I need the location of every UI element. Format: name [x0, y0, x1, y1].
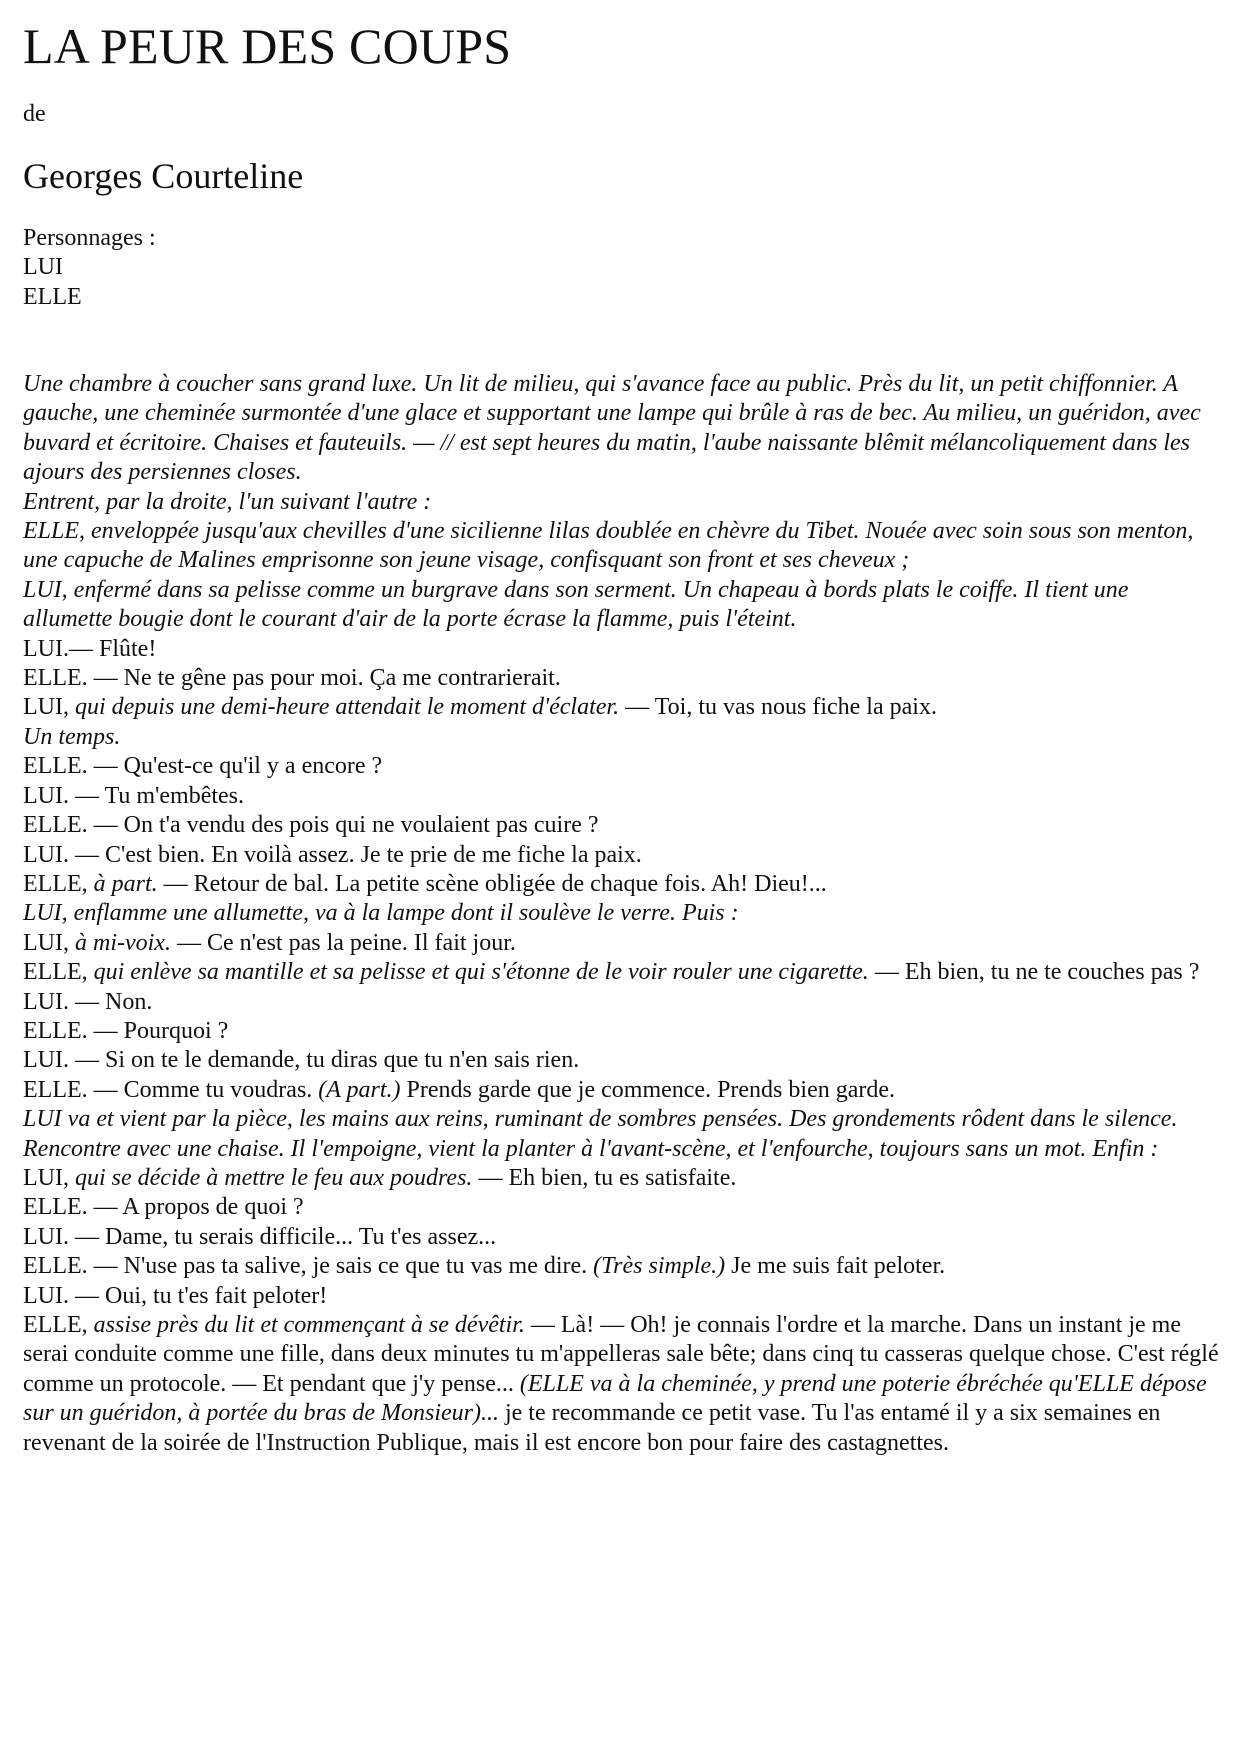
dash-separator: — — [868, 959, 905, 986]
dash-separator: — — [68, 1223, 105, 1250]
speaker-name: ELLE. — [23, 1194, 88, 1221]
stage-direction-inline: assise près du lit et commençant à se dévêtir. — [93, 1312, 525, 1338]
dialogue-text: C'est bien. En voilà assez. Je te prie de me fiche la paix. — [104, 841, 642, 868]
dialogue-line — [23, 988, 1223, 1017]
dialogue-text: Prends garde que je commence. Prends bien garde. — [406, 1076, 896, 1103]
dash-separator: — — [87, 1017, 124, 1044]
dash-separator: — — [87, 1253, 124, 1280]
dialogue-line — [23, 958, 1223, 987]
stage-direction-inline: qui depuis une demi-heure attendait le moment d'éclater. — [74, 694, 620, 721]
stage-direction: LUI, enfermé dans sa pelisse comme un burgrave dans son serment. Un chapeau à bords plats le coiffe. Il tient une allumette bougie dont le courant d'air de la porte écrase la flamme, puis l'éteint. — [23, 576, 1129, 633]
dialogue-text: A propos de quoi ? — [122, 1194, 304, 1221]
dialogue-text: Comme tu voudras. — [123, 1076, 313, 1103]
dialogue-line — [23, 1076, 1223, 1105]
dialogue-line — [23, 1193, 1223, 1222]
speaker-name: LUI. — [23, 841, 69, 868]
stage-direction: LUI, enflamme une allumette, va à la lampe dont il soulève le verre. Puis : — [23, 900, 739, 927]
dialogue-text: Si on te le demande, tu diras que tu n'en sais rien. — [104, 1047, 580, 1074]
dash-separator: — — [87, 812, 124, 839]
dialogue-text: N'use pas ta salive, je sais ce que tu vas me dire. — [123, 1253, 588, 1280]
dialogue-line — [23, 1311, 1223, 1458]
cast-member: LUI — [23, 254, 63, 281]
speaker-name: ELLE. — [23, 812, 88, 839]
stage-direction: Une chambre à coucher sans grand luxe. Un lit de milieu, qui s'avance face au public. Près du lit, un petit chiffonnier. A gauche, une cheminée surmontée d'une glace et supportant une lampe qui brûle à ras de bec. Au milieu, un guéridon, avec buvard et écritoire. Chaises et fauteuils. — // est sept heures du matin, l'aube naissante blêmit mélancoliquement dans les ajours des persiennes closes. — [23, 371, 1201, 486]
dialogue-text: Pourquoi ? — [123, 1017, 229, 1044]
dialogue-line — [23, 1017, 1223, 1046]
stage-direction: Un temps. — [23, 723, 121, 750]
dialogue-text: Qu'est-ce qu'il y a encore ? — [123, 753, 383, 780]
dash-separator: — — [68, 1047, 105, 1074]
speaker-name: LUI. — [23, 1223, 69, 1250]
dialogue-text: Ce n'est pas la peine. Il fait jour. — [206, 929, 516, 956]
stage-direction-inline: qui enlève sa mantille et sa pelisse et qui s'étonne de le voir rouler une cigarette. — [93, 959, 869, 986]
dash-separator: — — [68, 782, 105, 809]
speaker-name: ELLE. — [23, 1253, 88, 1280]
speaker-name: ELLE. — [23, 1017, 88, 1044]
dash-separator: — — [619, 694, 655, 721]
cast-heading: Personnages : — [23, 225, 156, 251]
dialogue-text: Eh bien, tu es satisfaite. — [508, 1164, 737, 1191]
dash-separator: — — [87, 1194, 123, 1221]
aside-direction: (ELLE va à la cheminée, y prend une poterie ébréchée qu'ELLE dépose sur un guéridon, à portée du bras de Monsieur)... — [23, 1370, 1207, 1427]
speaker-name: ELLE. — [23, 1076, 88, 1103]
dialogue-text: On t'a vendu des pois qui ne voulaient pas cuire ? — [123, 812, 599, 839]
dialogue-text: Non. — [104, 988, 153, 1015]
speaker-name: LUI. — [23, 1282, 69, 1309]
by-label: de — [23, 101, 46, 127]
dash-separator: — — [68, 635, 99, 662]
cast-member: ELLE — [23, 283, 82, 310]
dialogue-text: Retour de bal. La petite scène obligée de chaque fois. Ah! Dieu!... — [193, 870, 827, 897]
dash-separator: — — [87, 665, 124, 692]
dialogue-text: Flûte! — [98, 635, 157, 662]
dialogue-line — [23, 752, 1223, 781]
speaker-name: ELLE. — [23, 753, 88, 780]
speaker-name: ELLE, — [23, 1312, 88, 1338]
dialogue-line — [23, 664, 1223, 693]
dialogue-text: Dame, tu serais difficile... Tu t'es assez... — [104, 1223, 497, 1250]
dash-separator: — — [170, 929, 207, 956]
dialogue-line — [23, 635, 1223, 664]
play-title: LA PEUR DES COUPS — [23, 18, 512, 74]
aside-direction: (A part.) — [318, 1076, 401, 1103]
dialogue-line — [23, 870, 1223, 899]
dialogue-text: Ne te gêne pas pour moi. Ça me contrarierait. — [123, 665, 561, 692]
dialogue-line — [23, 811, 1223, 840]
dialogue-text: Eh bien, tu ne te couches pas ? — [904, 959, 1200, 986]
dialogue-line — [23, 693, 1223, 722]
dialogue-text: je te recommande ce petit vase. Tu l'as entamé il y a six semaines en revenant de la soirée de l'Instruction Publique, mais il est encore bon pour faire des castagnettes. — [23, 1400, 1161, 1456]
dash-separator: — — [157, 870, 194, 897]
dialogue-text: Là! — Oh! je connais l'ordre et la marche. Dans un instant je me serai conduite comme une fille, dans deux minutes tu m'appelleras sale bête; dans cinq tu casseras quelque chose. C'est réglé comme un protocole. — Et pendant que j'y pense... — [23, 1312, 1219, 1397]
speaker-name: LUI, — [23, 694, 69, 721]
speaker-name: ELLE, — [23, 870, 88, 897]
aside-direction: (Très simple.) — [593, 1253, 726, 1280]
stage-direction: ELLE, enveloppée jusqu'aux chevilles d'une sicilienne lilas doublée en chèvre du Tibet. Nouée avec soin sous son menton, une capuche de Malines emprisonne son jeune visage, confisquant son front et ses cheveux ; — [23, 518, 1194, 574]
dash-separator: — — [87, 753, 124, 780]
dialogue-line — [23, 1164, 1223, 1193]
dash-separator: — — [68, 1282, 105, 1309]
dialogue-text: Je me suis fait peloter. — [731, 1253, 946, 1280]
stage-direction: LUI va et vient par la pièce, les mains aux reins, ruminant de sombres pensées. Des grondements rôdent dans le silence. Rencontre avec une chaise. Il l'empoigne, vient la planter à l'avant-scène, et l'enfourche, toujours sans un mot. Enfin : — [23, 1106, 1178, 1162]
dialogue-line — [23, 782, 1223, 811]
dialogue-line — [23, 1223, 1223, 1252]
stage-direction: Entrent, par la droite, l'un suivant l'autre : — [23, 488, 432, 515]
dialogue-line — [23, 1252, 1223, 1281]
dialogue-line — [23, 841, 1223, 870]
script-body — [23, 370, 1223, 1458]
speaker-name: LUI. — [23, 782, 69, 809]
dash-separator: — — [524, 1312, 561, 1338]
dialogue-text: Oui, tu t'es fait peloter! — [104, 1282, 328, 1309]
author-name: Georges Courteline — [23, 156, 304, 196]
dialogue-line — [23, 929, 1223, 958]
speaker-name: ELLE, — [23, 959, 88, 986]
speaker-name: LUI, — [23, 929, 69, 956]
dialogue-line — [23, 1046, 1223, 1075]
speaker-name: LUI. — [23, 635, 69, 662]
stage-direction-inline: à part. — [93, 870, 158, 897]
cast-list — [23, 224, 156, 312]
speaker-name: LUI, — [23, 1164, 69, 1191]
dash-separator: — — [472, 1164, 509, 1191]
speaker-name: ELLE. — [23, 665, 88, 692]
speaker-name: LUI. — [23, 1047, 69, 1074]
dialogue-text: Toi, tu vas nous fiche la paix. — [654, 694, 937, 721]
dash-separator: — — [87, 1076, 124, 1103]
stage-direction-inline: qui se décide à mettre le feu aux poudres. — [74, 1164, 473, 1191]
dash-separator: — — [68, 841, 105, 868]
dialogue-line — [23, 1282, 1223, 1311]
dash-separator: — — [68, 988, 105, 1015]
stage-direction-inline: à mi-voix. — [74, 929, 171, 956]
speaker-name: LUI. — [23, 988, 69, 1015]
dialogue-text: Tu m'embêtes. — [104, 782, 245, 809]
